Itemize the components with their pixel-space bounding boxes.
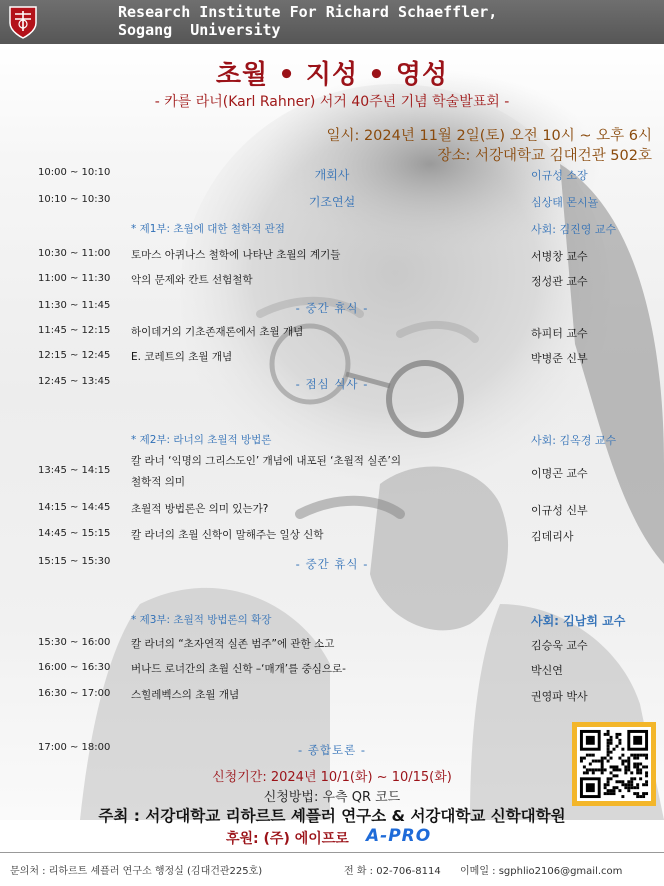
sponsor-logo: A-PRO — [366, 826, 432, 846]
session-speaker: 서병창 교수 — [531, 250, 588, 263]
session-title-cont: 철학적 의미 — [131, 476, 186, 488]
session-time: 10:10 ~ 10:30 — [38, 194, 111, 205]
schedule-row — [0, 499, 664, 519]
registration-qr-code[interactable] — [572, 722, 656, 806]
institute-name-line1: Research Institute For Richard Schaeffler, — [118, 3, 498, 21]
contact-email: 이메일 : sgphlio2106@gmail.com — [460, 866, 623, 877]
schedule-row — [0, 347, 664, 367]
session-chair: 사회: 김남희 교수 — [531, 614, 626, 628]
session-title: 버나드 로너간의 초월 신학 –‘매개’를 중심으로- — [131, 663, 346, 675]
host-organizations: 주최 : 서강대학교 리하르트 셰플러 연구소 & 서강대학교 신학대학원 — [98, 807, 566, 825]
session-time: 14:45 ~ 15:15 — [38, 528, 111, 539]
session-speaker: 김승욱 교수 — [531, 639, 588, 652]
session-time: 10:00 ~ 10:10 — [38, 167, 111, 178]
sponsor-label: 후원: (주) 에이프로 — [226, 831, 349, 847]
session-title: 개회사 — [314, 168, 350, 182]
session-time: 15:15 ~ 15:30 — [38, 556, 111, 567]
institute-name-line2: Sogang University — [118, 21, 281, 39]
session-chair: 사회: 김진영 교수 — [531, 223, 617, 236]
schedule-row — [0, 297, 664, 317]
event-place: 장소: 서강대학교 김대건관 502호 — [437, 148, 652, 164]
session-chair: 사회: 김옥경 교수 — [531, 434, 617, 447]
session-title: 하이데거의 기초존재론에서 초월 개념 — [131, 326, 304, 338]
session-part-title: * 제2부: 라너의 초월적 방법론 — [131, 434, 272, 446]
session-time: 11:45 ~ 12:15 — [38, 325, 111, 336]
session-time: 16:00 ~ 16:30 — [38, 662, 111, 673]
schedule-row — [0, 553, 664, 573]
qr-code-icon — [577, 727, 651, 801]
session-speaker: 하피터 교수 — [531, 327, 588, 340]
session-title: E. 코레트의 초월 개념 — [131, 351, 233, 363]
session-time: 15:30 ~ 16:00 — [38, 637, 111, 648]
registration-period: 신청기간: 2024년 10/1(화) ~ 10/15(화) — [212, 770, 452, 785]
schedule-row — [0, 245, 664, 265]
break-label: - 중간 휴식 - — [295, 557, 369, 571]
session-title: 칼 라너 ‘익명의 그리스도인’ 개념에 내포된 ‘초월적 실존’의 — [131, 455, 402, 467]
schedule-row — [0, 451, 664, 493]
break-label: - 점심 식사 - — [295, 377, 369, 391]
session-time: 12:15 ~ 12:45 — [38, 350, 111, 361]
session-time: 17:00 ~ 18:00 — [38, 742, 111, 753]
break-label: - 중간 휴식 - — [295, 301, 369, 315]
schedule-row — [0, 685, 664, 705]
contact-footer — [0, 858, 664, 886]
event-title: 초월 • 지성 • 영성 — [215, 60, 449, 90]
session-speaker: 정성관 교수 — [531, 275, 588, 288]
session-part-title: * 제3부: 초월적 방법론의 확장 — [131, 614, 272, 626]
schedule-row — [0, 322, 664, 342]
schedule-row — [0, 373, 664, 393]
contact-phone: 전 화 : 02-706-8114 — [344, 866, 441, 877]
session-time: 13:45 ~ 14:15 — [38, 465, 111, 476]
session-title: 칼 라너의 “초자연적 실존 범주”에 관한 소고 — [131, 638, 335, 650]
session-speaker: 심상태 몬시뇰 — [531, 196, 599, 209]
schedule-row — [0, 659, 664, 679]
session-speaker: 이규성 소장 — [531, 169, 588, 182]
session-speaker: 권영파 박사 — [531, 690, 588, 703]
session-speaker: 김데리사 — [531, 530, 574, 543]
session-title: 스힐레벡스의 초월 개념 — [131, 689, 240, 701]
schedule-row — [0, 609, 664, 629]
session-time: 11:00 ~ 11:30 — [38, 273, 111, 284]
schedule-row — [0, 164, 664, 184]
session-title: 기조연설 — [308, 195, 356, 209]
registration-method: 신청방법: 우측 QR 코드 — [263, 790, 401, 805]
session-time: 11:30 ~ 11:45 — [38, 300, 111, 311]
schedule-row — [0, 739, 664, 759]
schedule-row — [0, 525, 664, 545]
session-time: 16:30 ~ 17:00 — [38, 688, 111, 699]
session-title: 칼 라너의 초월 신학이 말해주는 일상 신학 — [131, 529, 324, 541]
session-time: 12:45 ~ 13:45 — [38, 376, 111, 387]
university-crest-icon — [8, 5, 38, 39]
institute-header — [0, 0, 664, 44]
session-title: 악의 문제와 칸트 선험철학 — [131, 274, 253, 286]
session-speaker: 박병준 신부 — [531, 352, 588, 365]
break-label: - 종합토론 - — [297, 743, 367, 757]
session-time: 10:30 ~ 11:00 — [38, 248, 111, 259]
session-speaker: 박신연 — [531, 664, 563, 677]
schedule-row — [0, 218, 664, 238]
footer-divider — [0, 852, 664, 853]
schedule-row — [0, 191, 664, 211]
session-time: 14:15 ~ 14:45 — [38, 502, 111, 513]
session-title: 토마스 아퀴나스 철학에 나타난 초월의 계기들 — [131, 249, 341, 261]
institute-name — [118, 3, 638, 39]
event-date: 일시: 2024년 11월 2일(토) 오전 10시 ~ 오후 6시 — [326, 128, 652, 144]
schedule-row — [0, 429, 664, 449]
session-speaker: 이규성 신부 — [531, 504, 588, 517]
session-part-title: * 제1부: 초월에 대한 철학적 관점 — [131, 223, 285, 235]
schedule-row — [0, 270, 664, 290]
session-title: 초월적 방법론은 의미 있는가? — [131, 503, 269, 515]
schedule-row — [0, 634, 664, 654]
contact-office: 문의처 : 리하르트 셰플러 연구소 행정실 (김대건관225호) — [10, 866, 263, 877]
session-speaker: 이명곤 교수 — [531, 467, 588, 480]
event-subtitle: - 카를 라너(Karl Rahner) 서거 40주년 기념 학술발표회 - — [154, 94, 510, 110]
